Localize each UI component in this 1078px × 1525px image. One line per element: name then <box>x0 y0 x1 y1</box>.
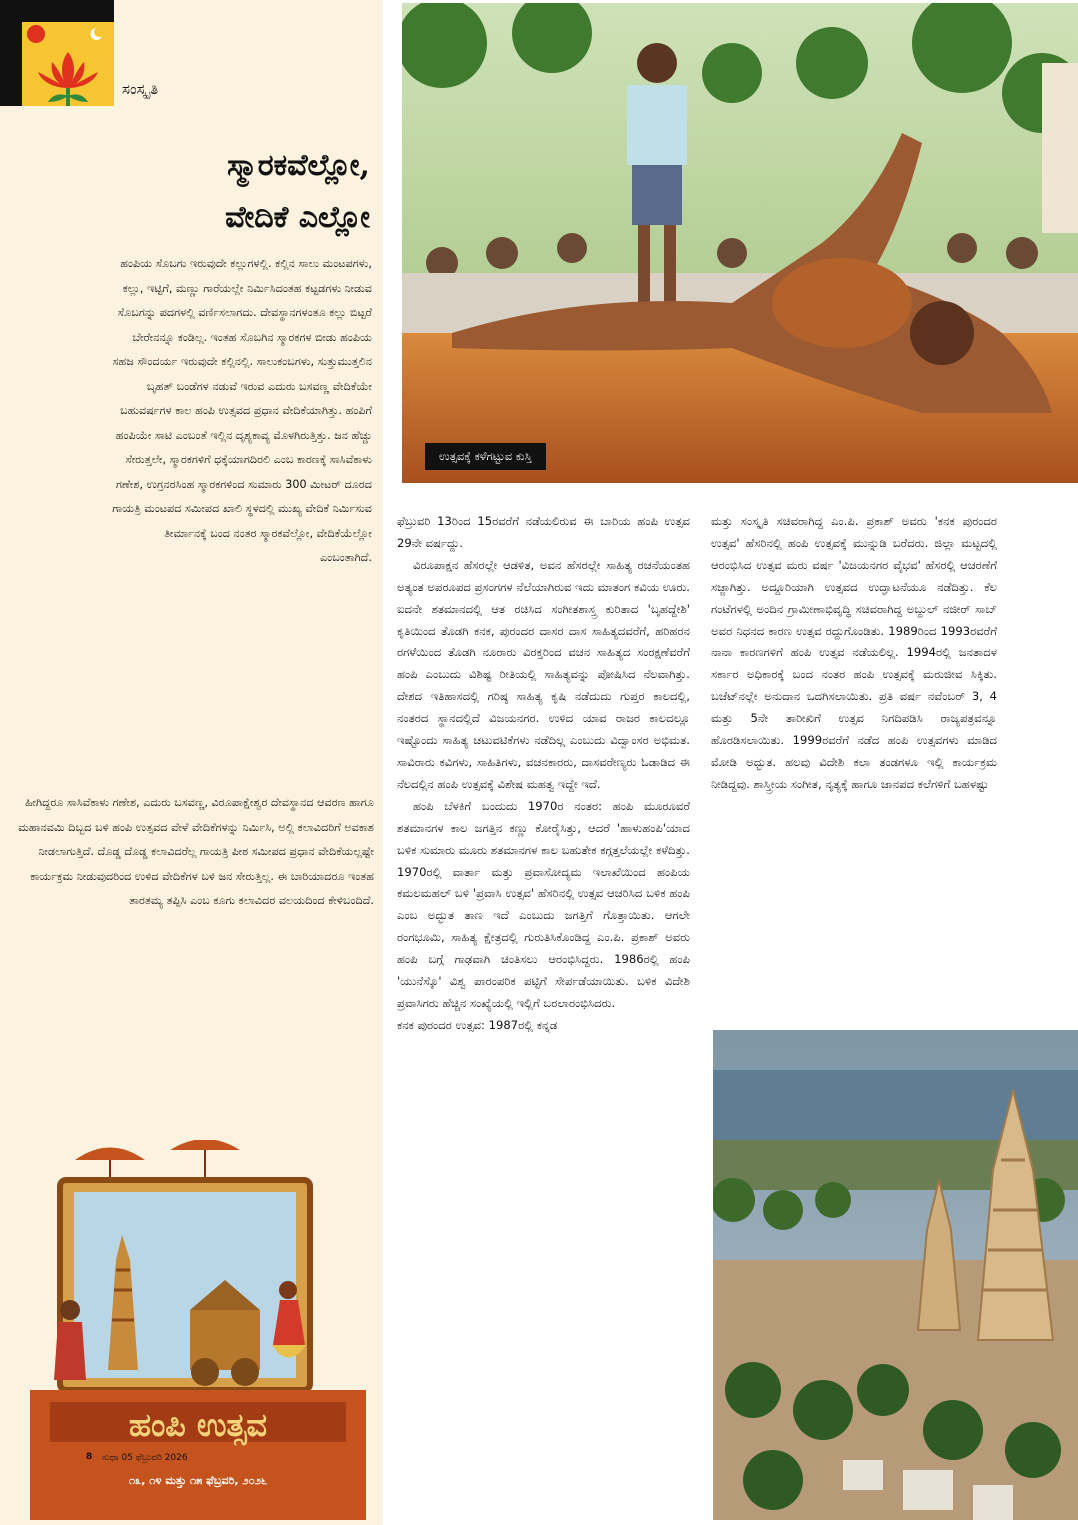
hampi-temple-photo <box>713 1030 1078 1520</box>
article-paragraph: ವಿರೂಪಾಕ್ಷನ ಹೆಸರಲ್ಲೇ ಆಡಳಿತ, ಅವನ ಹೆಸರಲ್ಲೇ ಸಾಹಿತ್ಯ ರಚನೆಯಂತಹ ಅತ್ಯಂತ ಅಪರೂಪದ ಪ್ರಸಂಗಗಳ ನೆಲೆಯಾಗಿರುವ ಇದು ಮಾತಂಗ ಕವಿಯ ಊರು. ಐದನೇ ಶತಮಾನದಲ್ಲಿ ಆತ ರಚಿಸಿದ ಸಂಗೀತಶಾಸ್ತ್ರ ಕುರಿತಾದ 'ಬೃಹದ್ದೇಶಿ' ಕೃತಿಯಿಂದ ತೊಡಗಿ ಕನಕ, ಪುರಂದರ ದಾಸರ ದಾಸ ಸಾಹಿತ್ಯದವರೆಗೆ, ಹರಿಹರನ ರಗಳೆಯಿಂದ ತೊಡಗಿ ನೂರಾರು ವಿರಕ್ತರಿಂದ ವಚನ ಸಾಹಿತ್ಯದ ಸಂರಕ್ಷಣೆವರೆಗೆ ಹಂಪಿ ಎಂಬುದು ವಿಶಿಷ್ಟ ರೀತಿಯಲ್ಲಿ ಸಾಹಿತ್ಯವನ್ನು ಪೋಷಿಸಿದ ನೆಲವಾಗಿತ್ತು. ದೇಶದ ಇತಿಹಾಸದಲ್ಲಿ ಗರಿಷ್ಠ ಸಾಹಿತ್ಯ ಕೃಷಿ ನಡೆದುದು ಗುಪ್ತರ ಕಾಲದಲ್ಲಿ, ನಂತರದ ಸ್ಥಾನದಲ್ಲಿದೆ ವಿಜಯನಗರ. ಉಳಿದ ಯಾವ ರಾಜರ ಕಾಲದಲ್ಲೂ ಇಷ್ಟೊಂದು ಸಾಹಿತ್ಯ ಚಟುವಟಿಕೆಗಳು ನಡೆದಿಲ್ಲ ಎಂಬುದು ವಿದ್ವಾಂಸರ ಅಭಿಮತ. ಸಾವಿರಾರು ಕವಿಗಳು, ಸಾಹಿತಿಗಳು, ವಚನಕಾರರು, ದಾಸವರೇಣ್ಯರು ಓಡಾಡಿದ ಈ ನೆಲದಲ್ಲಿನ ಹಂಪಿ ಉತ್ಸವಕ್ಕೆ ವಿಶೇಷ ಮಹತ್ವ ಇದ್ದೇ ಇದೆ. <box>397 557 690 791</box>
article-column-2 <box>711 511 997 796</box>
intro-text-2: ಹೀಗಿದ್ದರೂ ಸಾಸಿವೆಕಾಳು ಗಣೇಶ, ಎದುರು ಬಸವಣ್ಣ, ವಿರೂಪಾಕ್ಷೇಶ್ವರ ದೇವಸ್ಥಾನದ ಆವರಣ ಹಾಗೂ ಮಹಾನವಮಿ ದಿಬ್ಬದ ಬಳಿ ಹಂಪಿ ಉತ್ಸವದ ವೇಳೆ ವೇದಿಕೆಗಳನ್ನು ನಿರ್ಮಿಸಿ, ಅಲ್ಲಿ ಕಲಾವಿದರಿಗೆ ಅವಕಾಶ ನೀಡಲಾಗುತ್ತಿದೆ. ದೊಡ್ಡ ದೊಡ್ಡ ಕಲಾವಿದರೆಲ್ಲ ಗಾಯತ್ರಿ ಪೀಠ ಸಮೀಪದ ಪ್ರಧಾನ ವೇದಿಕೆಯಲ್ಲಷ್ಟೇ ಕಾರ್ಯಕ್ರಮ ನೀಡುವುದರಿಂದ ಉಳಿದ ವೇದಿಕೆಗಳ ಬಳಿ ಜನ ಸೇರುತ್ತಿಲ್ಲ. ಈ ಬಾರಿಯಾದರೂ ಇಂತಹ ತಾರತಮ್ಯ ತಪ್ಪಿಸಿ ಎಂಬ ಕೂಗು ಕಲಾವಿದರ ವಲಯದಿಂದ ಕೇಳಿಬಂದಿದೆ. <box>18 796 374 907</box>
photo-caption: ಉತ್ಸವಕ್ಕೆ ಕಳೆಗಟ್ಟುವ ಕುಸ್ತಿ <box>425 443 546 470</box>
hampi-utsava-poster <box>30 1140 366 1520</box>
lotus-icon <box>22 22 114 106</box>
section-label: ಸಂಸ್ಕೃತಿ <box>122 80 159 98</box>
intro-paragraph-2 <box>12 791 374 914</box>
intro-text-1: ಹಂಪಿಯ ಸೊಬಗು ಇರುವುದೇ ಕಲ್ಲುಗಳಲ್ಲಿ. ಕಲ್ಲಿನ ಸಾಲು ಮಂಟಪಗಳು, ಕಲ್ಲು, ಇಟ್ಟಿಗೆ, ಮಣ್ಣು ಗಾರೆಯಲ್ಲೇ ನಿರ್ಮಿಸಿದಂತಹ ಕಟ್ಟಡಗಳು ನೀಡುವ ಸೊಬಗನ್ನು ಪದಗಳಲ್ಲಿ ವರ್ಣಿಸಲಾಗದು. ದೇವಸ್ಥಾನಗಳಂತೂ ಕಲ್ಲು ಬಿಟ್ಟರೆ ಬೇರೇನನ್ನೂ ಕಂಡಿಲ್ಲ. ಇಂತಹ ಸೊಬಗಿನ ಸ್ಮಾರಕಗಳ ಬೀಡು ಹಂಪಿಯ ಸಹಜ ಸೌಂದರ್ಯ ಇರುವುದೇ ಕಲ್ಲಿನಲ್ಲಿ. ಸಾಲುಕಂಬಗಳು, ಸುತ್ತುಮುತ್ತಲಿನ ಬೃಹತ್ ಬಂಡೆಗಳ ನಡುವೆ ಇರುವ ಎದುರು ಬಸವಣ್ಣ ವೇದಿಕೆಯೇ ಬಹುವರ್ಷಗಳ ಕಾಲ ಹಂಪಿ ಉತ್ಸವದ ಪ್ರಧಾನ ವೇದಿಕೆಯಾಗಿತ್ತು. ಹಂಪಿಗೆ ಹಂಪಿಯೇ ಸಾಟಿ ಎಂಬಂತೆ ಇಲ್ಲಿನ ದೃಶ್ಯಕಾವ್ಯ ಮೊಳಗಿರುತ್ತಿತ್ತು. ಜನ ಹೆಚ್ಚು ಸೇರುತ್ತಲೇ, ಸ್ಮಾರಕಗಳಿಗೆ ಧಕ್ಕೆಯಾಗದಿರಲಿ ಎಂಬ ಕಾರಣಕ್ಕೆ ಸಾಸಿವೆಕಾಳು ಗಣೇಶ, ಉಗ್ರನರಸಿಂಹ ಸ್ಮಾರಕಗಳಿಂದ ಸುಮಾರು 300 ಮೀಟರ್ ದೂರದ ಗಾಯತ್ರಿ ಮಂಟಪದ ಸಮೀಪದ ಖಾಲಿ ಸ್ಥಳದಲ್ಲಿ ಮುಖ್ಯ ವೇದಿಕೆ ನಿರ್ಮಿಸುವ ತೀರ್ಮಾನಕ್ಕೆ ಬಂದ ನಂತರ ಸ್ಮಾರಕವೆಲ್ಲೋ, ವೇದಿಕೆಯೆಲ್ಲೋ ಎಂಬಂತಾಗಿದೆ. <box>112 257 372 564</box>
headline <box>150 140 370 244</box>
article-paragraph: ಫೆಬ್ರುವರಿ 13ರಿಂದ 15ರವರೆಗೆ ನಡೆಯಲಿರುವ ಈ ಬಾರಿಯ ಹಂಪಿ ಉತ್ಸವ 29ನೇ ವರ್ಷದ್ದು. <box>397 514 690 550</box>
wrestling-photo <box>402 3 1078 483</box>
article-paragraph: ಹಂಪಿ ಬೆಳಕಿಗೆ ಬಂದುದು 1970ರ ನಂತರ: ಹಂಪಿ ಮೂರೂವರೆ ಶತಮಾನಗಳ ಕಾಲ ಜಗತ್ತಿನ ಕಣ್ಣು ಕೋರೈಸಿತ್ತು, ಆದರೆ 'ಹಾಳುಹಂಪಿ'ಯಾದ ಬಳಿಕ ಸುಮಾರು ಮೂರು ಶತಮಾನಗಳ ಕಾಲ ಬಹುತೇಕ ಕಗ್ಗತ್ತಲೆಯಲ್ಲೇ ಕಳೆದಿತ್ತು. 1970ರಲ್ಲಿ ವಾರ್ತಾ ಮತ್ತು ಪ್ರವಾಸೋದ್ಯಮ ಇಲಾಖೆಯಿಂದ ಹಂಪಿಯ ಕಮಲಮಹಲ್ ಬಳಿ 'ಪ್ರವಾಸಿ ಉತ್ಸವ' ಹೆಸರಿನಲ್ಲಿ ಉತ್ಸವ ಆಚರಿಸಿದ ಬಳಿಕ ಹಂಪಿ ಎಂಬ ಅದ್ಭುತ ತಾಣ ಇದೆ ಎಂಬುದು ಜಗತ್ತಿಗೆ ಗೊತ್ತಾಯಿತು. ಆಗಲೇ ರಂಗಭೂಮಿ, ಸಾಹಿತ್ಯ ಕ್ಷೇತ್ರದಲ್ಲಿ ಗುರುತಿಸಿಕೊಂಡಿದ್ದ ಎಂ.ಪಿ. ಪ್ರಕಾಶ್ ಅವರು ಹಂಪಿ ಬಗ್ಗೆ ಗಾಢವಾಗಿ ಚಿಂತಿಸಲು ಆರಂಭಿಸಿದ್ದರು. 1986ರಲ್ಲಿ ಹಂಪಿ 'ಯುನೆಸ್ಕೊ' ವಿಶ್ವ ಪಾರಂಪರಿಕ ಪಟ್ಟಿಗೆ ಸೇರ್ಪಡೆಯಾಯಿತು. ಬಳಿಕ ವಿದೇಶಿ ಪ್ರವಾಸಿಗರು ಹೆಚ್ಚಿನ ಸಂಖ್ಯೆಯಲ್ಲಿ ಇಲ್ಲಿಗೆ ಬರಲಾರಂಭಿಸಿದರು. <box>397 798 690 1010</box>
article-column-1 <box>397 511 690 1037</box>
poster-page-no: 8 <box>86 1452 93 1462</box>
headline-line-2: ವೇದಿಕೆ ಎಲ್ಲೋ <box>225 200 370 235</box>
article-paragraph: ಕನಕ ಪುರಂದರ ಉತ್ಸವ: 1987ರಲ್ಲಿ ಕನ್ನಡ <box>397 1017 558 1032</box>
poster-title: ಹಂಪಿ ಉತ್ಸವ <box>128 1406 268 1444</box>
article-paragraph: ಮತ್ತು ಸಂಸ್ಕೃತಿ ಸಚಿವರಾಗಿದ್ದ ಎಂ.ಪಿ. ಪ್ರಕಾಶ್ ಅವರು 'ಕನಕ ಪುರಂದರ ಉತ್ಸವ' ಹೆಸರಿನಲ್ಲಿ ಹಂಪಿ ಉತ್ಸವಕ್ಕೆ ಮುನ್ನುಡಿ ಬರೆದರು. ಜಿಲ್ಲಾ ಮಟ್ಟದಲ್ಲಿ ಆರಂಭಿಸಿದ ಉತ್ಸವ ಮರು ವರ್ಷ 'ವಿಜಯನಗರ ವೈಭವ' ಹೆಸರಲ್ಲಿ ಆಚರಣೆಗೆ ಸಜ್ಜಾಗಿತ್ತು. ಅದ್ದೂರಿಯಾಗಿ ಉತ್ಸವದ ಉದ್ಘಾಟನೆಯೂ ನಡೆದಿತ್ತು. ಕೆಲ ಗಂಟೆಗಳಲ್ಲಿ ಅಂದಿನ ಗ್ರಾಮೀಣಾಭಿವೃದ್ಧಿ ಸಚಿವರಾಗಿದ್ದ ಅಬ್ದುಲ್ ನಜೀರ್ ಸಾಬ್ ಅವರ ನಿಧನದ ಕಾರಣ ಉತ್ಸವ ರದ್ದುಗೊಂಡಿತು. 1989ರಿಂದ 1993ರವರೆಗೆ ನಾನಾ ಕಾರಣಗಳಿಗೆ ಹಂಪಿ ಉತ್ಸವ ನಡೆಯಲಿಲ್ಲ. 1994ರಲ್ಲಿ ಜನತಾದಳ ಸರ್ಕಾರ ಅಧಿಕಾರಕ್ಕೆ ಬಂದ ನಂತರ ಹಂಪಿ ಉತ್ಸವಕ್ಕೆ ಮರುಜೀವ ಸಿಕ್ಕಿತು. ಬಜೆಟ್‌ನಲ್ಲೇ ಅನುದಾನ ಒದಗಿಸಲಾಯಿತು. ಪ್ರತಿ ವರ್ಷ ನವೆಂಬರ್ 3, 4 ಮತ್ತು 5ನೇ ತಾರೀಖಿಗೆ ಉತ್ಸವ ನಿಗದಿಪಡಿಸಿ ರಾಜ್ಯಪತ್ರವನ್ನೂ ಹೊರಡಿಸಲಾಯಿತು. 1999ರವರೆಗೆ ನಡೆದ ಹಂಪಿ ಉತ್ಸವಗಳು ಮಾಡಿದ ಮೋಡಿ ಅದ್ಭುತ. ಹಲವು ವಿದೇಶಿ ಕಲಾ ತಂಡಗಳೂ ಇಲ್ಲಿ ಕಾರ್ಯಕ್ರಮ ನೀಡಿದ್ದವು. ಶಾಸ್ತ್ರೀಯ ಸಂಗೀತ, ನೃತ್ಯಕ್ಕೆ ಹಾಗೂ ಜಾನಪದ ಕಲೆಗಳಿಗೆ ಬಹಳಷ್ಟು <box>711 514 997 791</box>
poster-issue: ಸುಧಾ 05 ಫೆಬ್ರುವರಿ 2026 <box>102 1453 188 1463</box>
headline-line-1: ಸ್ಮಾರಕವೆಲ್ಲೋ, <box>227 148 370 183</box>
intro-paragraph-1 <box>110 252 372 571</box>
section-logo <box>0 0 114 106</box>
poster-dates: ೧೩, ೧೪ ಮತ್ತು ೧೫ ಫೆಬ್ರವರಿ, ೨೦೨೬ <box>128 1474 268 1487</box>
